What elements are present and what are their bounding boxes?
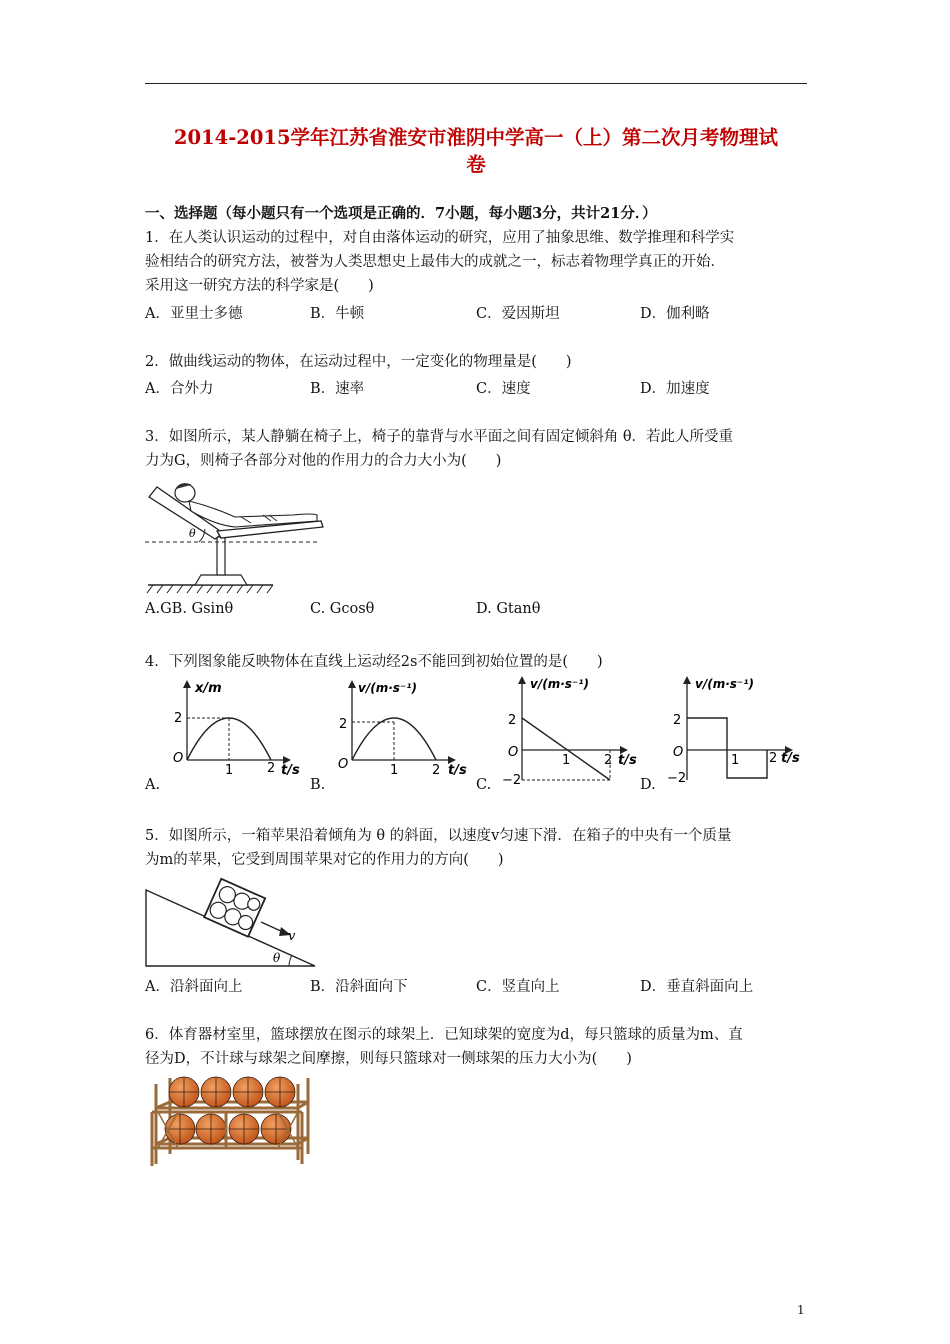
graph-c-origin: O — [508, 745, 519, 760]
page-number: 1 — [797, 1303, 805, 1317]
graph-d-ylabel: v/(m·s⁻¹) — [695, 677, 754, 691]
q4-line-1: 4．下列图象能反映物体在直线上运动经2s不能回到初始位置的是( ) — [145, 654, 603, 670]
q5-line-1: 5．如图所示，一箱苹果沿着倾角为 θ 的斜面，以速度v匀速下滑．在箱子的中央有一个质量 — [145, 828, 732, 844]
q5-option-b: B．沿斜面向下 — [310, 979, 408, 995]
basketball-rack-figure — [148, 1074, 313, 1168]
q3-option-ab: A.GB. Gsinθ — [145, 601, 234, 617]
graph-b-ylabel: v/(m·s⁻¹) — [358, 681, 417, 695]
page-title — [140, 124, 812, 178]
graph-c-ym2: −2 — [502, 773, 522, 784]
q5-option-d: D．垂直斜面向上 — [640, 979, 754, 995]
graph-d-y2: 2 — [673, 713, 682, 728]
q5-option-c: C．竖直向上 — [476, 979, 560, 995]
graph-d-ym2: −2 — [667, 771, 687, 784]
q1-line-1: 1．在人类认识运动的过程中，对自由落体运动的研究，应用了抽象思维、数学推理和科学实 — [145, 230, 735, 246]
graph-c-ylabel: v/(m·s⁻¹) — [530, 677, 589, 691]
header-rule — [145, 83, 807, 84]
graph-c-y2: 2 — [508, 713, 517, 728]
q1-option-b: B．牛顿 — [310, 306, 365, 322]
graph-d-x2: 2 — [769, 751, 778, 766]
graph-b-y2: 2 — [339, 717, 348, 732]
q2-option-d: D．加速度 — [640, 381, 710, 397]
graph-c-x2: 2 — [604, 753, 613, 768]
graph-b-xlabel: t/s — [448, 763, 467, 776]
q2-option-c: C．速度 — [476, 381, 531, 397]
q3-line-2: 力为G，则椅子各部分对他的作用力的合力大小为( ) — [145, 453, 502, 469]
q5-option-a: A．沿斜面向上 — [145, 979, 243, 995]
q4-graph-d — [665, 672, 805, 784]
q4-option-b: B. — [310, 777, 326, 793]
q5-theta-label: θ — [273, 951, 281, 965]
q4-graph-a — [165, 676, 300, 776]
q1-option-d: D．伽利略 — [640, 306, 710, 322]
q4-option-a: A. — [145, 777, 161, 793]
title-line-2: 卷 — [466, 153, 486, 176]
q2-line-1: 2．做曲线运动的物体，在运动过程中，一定变化的物理量是( ) — [145, 354, 572, 370]
graph-c-xlabel: t/s — [618, 753, 637, 768]
q5-line-2: 为m的苹果，它受到周围苹果对它的作用力的方向( ) — [145, 852, 504, 868]
graph-a-xlabel: t/s — [281, 763, 300, 776]
q6-line-2: 径为D，不计球与球架之间摩擦，则每只篮球对一侧球架的压力大小为( ) — [145, 1051, 632, 1067]
q5-v-label: v — [288, 929, 296, 944]
q1-line-3: 采用这一研究方法的科学家是( ) — [145, 278, 374, 294]
reclining-chair-figure — [143, 475, 328, 595]
q1-option-a: A．亚里士多德 — [145, 306, 243, 322]
title-line-1: 2014-2015学年江苏省淮安市淮阴中学高一（上）第二次月考物理试 — [173, 126, 779, 149]
q4-graph-b — [330, 676, 470, 776]
graph-a-origin: O — [173, 751, 184, 766]
graph-d-x1: 1 — [731, 753, 740, 768]
graph-a-ylabel: x/m — [195, 681, 222, 696]
q3-option-d: D. Gtanθ — [476, 601, 541, 617]
q1-line-2: 验相结合的研究方法，被誉为人类思想史上最伟大的成就之一，标志着物理学真正的开始． — [145, 254, 725, 270]
q2-option-a: A．合外力 — [145, 381, 214, 397]
graph-d-origin: O — [673, 745, 684, 760]
graph-b-x2: 2 — [432, 763, 441, 776]
graph-b-origin: O — [338, 757, 349, 772]
graph-d-xlabel: t/s — [781, 751, 800, 766]
graph-a-x1: 1 — [225, 763, 234, 776]
q2-option-b: B．速率 — [310, 381, 365, 397]
q1-option-c: C．爱因斯坦 — [476, 306, 560, 322]
q3-line-1: 3．如图所示，某人静躺在椅子上，椅子的靠背与水平面之间有固定倾斜角 θ．若此人所受重 — [145, 429, 734, 445]
q3-theta-label: θ — [189, 527, 196, 540]
graph-a-x2: 2 — [267, 761, 276, 776]
graph-a-y2: 2 — [174, 711, 183, 726]
section-header: 一、选择题（每小题只有一个选项是正确的．7小题，每小题3分，共计21分．） — [145, 205, 657, 222]
q4-option-c: C. — [476, 777, 492, 793]
q4-graph-c — [500, 672, 640, 784]
q6-line-1: 6．体育器材室里，篮球摆放在图示的球架上．已知球架的宽度为d，每只篮球的质量为m、直 — [145, 1027, 743, 1043]
q4-option-d: D. — [640, 777, 656, 793]
q3-option-c: C. Gcosθ — [310, 601, 375, 617]
graph-c-x1: 1 — [562, 753, 571, 768]
graph-b-x1: 1 — [390, 763, 399, 776]
apple-box-incline-figure — [143, 874, 318, 970]
